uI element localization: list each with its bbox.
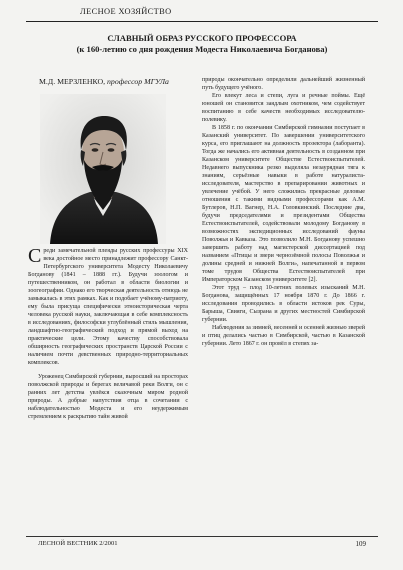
paragraph-text: реди замечательной плеяды русских профессуры XIX века достойное место принадлежит профессору Санкт-Петербургского университета Модесту Николаевичу Богданову (1841 – 1888 гг.). Будучи зоологом и путешественником, он работал в области биологии и зоогеографии. Однако его творческая деятельность отнюдь не замыкалась в этих рамках. Как и подобает учёному-патриоту, ему была присуща специфически этноисторическая черта человека русской науки, заключающая в себе комплексность в исследованиях, философски углублённый стиль мышления, ландшафтно-географический подход и прямой выход на практические цели. Этому качеству способствовала обширность географических пространств Царской России с наличием почти девственных природно-территориальных комплексов. bbox=[28, 248, 188, 366]
drop-cap: С bbox=[28, 245, 42, 267]
article-title-sub: (к 160-летию со дня рождения Модеста Николаевича Богданова) bbox=[76, 43, 328, 54]
paragraph: В 1858 г. по окончании Симбирской гимназии поступает в Казанский университет. По завершении университетского курса, его приглашают на должность прозектора (лаборанта). Тогда же начались его активная деятельность в созданном при Казанском университете Обществе Естествоиспытателей. Недавнего выпускника резко выделяла незаурядная тяга к знаниям, серьёзные навыки в работе натуралиста-исследователя, мастерство в препарировании животных и увлечение учёбой. У него сложились прекрасные деловые отношения с такими видными профессорами как А.М. Бутлеров, Н.П. Вагнер, Н.А. Головкинский. Последние два, будучи председателями и президентами Общества Естествоиспытателей, содействовали молодому Богданову в возможностях экспедиционных исследований фауны Поволжья и Кавказа. Это позволило М.Н. Богданову успешно завершить работу над магистерской диссертацией под названием «Птицы и звери чернозёмной полосы Поволжья и долины средней и нижней Волги», напечатанной в первом томе трудов Общества Естествоиспытателей при Императорском Казанском университете [2]. bbox=[202, 125, 365, 283]
page-number: 109 bbox=[355, 540, 366, 548]
section-title: ЛЕСНОЕ ХОЗЯЙСТВО bbox=[80, 7, 172, 16]
author-position: профессор МГУЛа bbox=[107, 77, 169, 86]
paragraph: природы окончательно определили дальнейший жизненный путь будущего учёного. bbox=[202, 77, 365, 91]
paragraph: Уроженец Симбирской губернии, выросший на просторах поволжской природы и берегах величавой реки Волги, он с ранних лет детства увлёкся сказочным миром родной природы. А добрые напутствия отца в сочетании с наблюдательностью Модеста и его неудержимым стремлением к раскрытию тайн живой bbox=[28, 374, 188, 420]
article-title bbox=[26, 33, 378, 54]
left-column bbox=[28, 247, 188, 421]
bearded-man-portrait bbox=[40, 94, 166, 244]
paragraph: Его влекут леса и степи, луга и речные поймы. Ещё юношей он становится заядлым охотником, чем содействует воспитанию в себе качеств необходимых исследователю-полевику. bbox=[202, 93, 365, 123]
right-column bbox=[202, 76, 365, 348]
journal-name: ЛЕСНОЙ ВЕСТНИК 2/2001 bbox=[38, 540, 118, 547]
paragraph bbox=[28, 247, 188, 367]
author-name: М.Д. МЕРЗЛЕНКО, bbox=[39, 77, 106, 86]
paragraph: Этот труд – плод 10-летних полевых изысканий М.Н. Богданова, защищённых 17 ноября 1870 г. До 1866 г. исследования проводились в области истоков рек Суры, Барыша, Свияги, Сызрана и других местностей Симбирской губернии. bbox=[202, 285, 365, 323]
section-header bbox=[26, 6, 378, 22]
paragraph: Наблюдения за зимней, весенней и осенней жизнью зверей и птиц делались частью в Симбирской, частью в Казанской губернии. Лето 1867 г. он провёл в степях за- bbox=[202, 325, 365, 347]
author-line bbox=[39, 77, 169, 86]
article-title-main: СЛАВНЫЙ ОБРАЗ РУССКОГО ПРОФЕССОРА bbox=[107, 33, 297, 43]
page-footer bbox=[26, 536, 378, 548]
